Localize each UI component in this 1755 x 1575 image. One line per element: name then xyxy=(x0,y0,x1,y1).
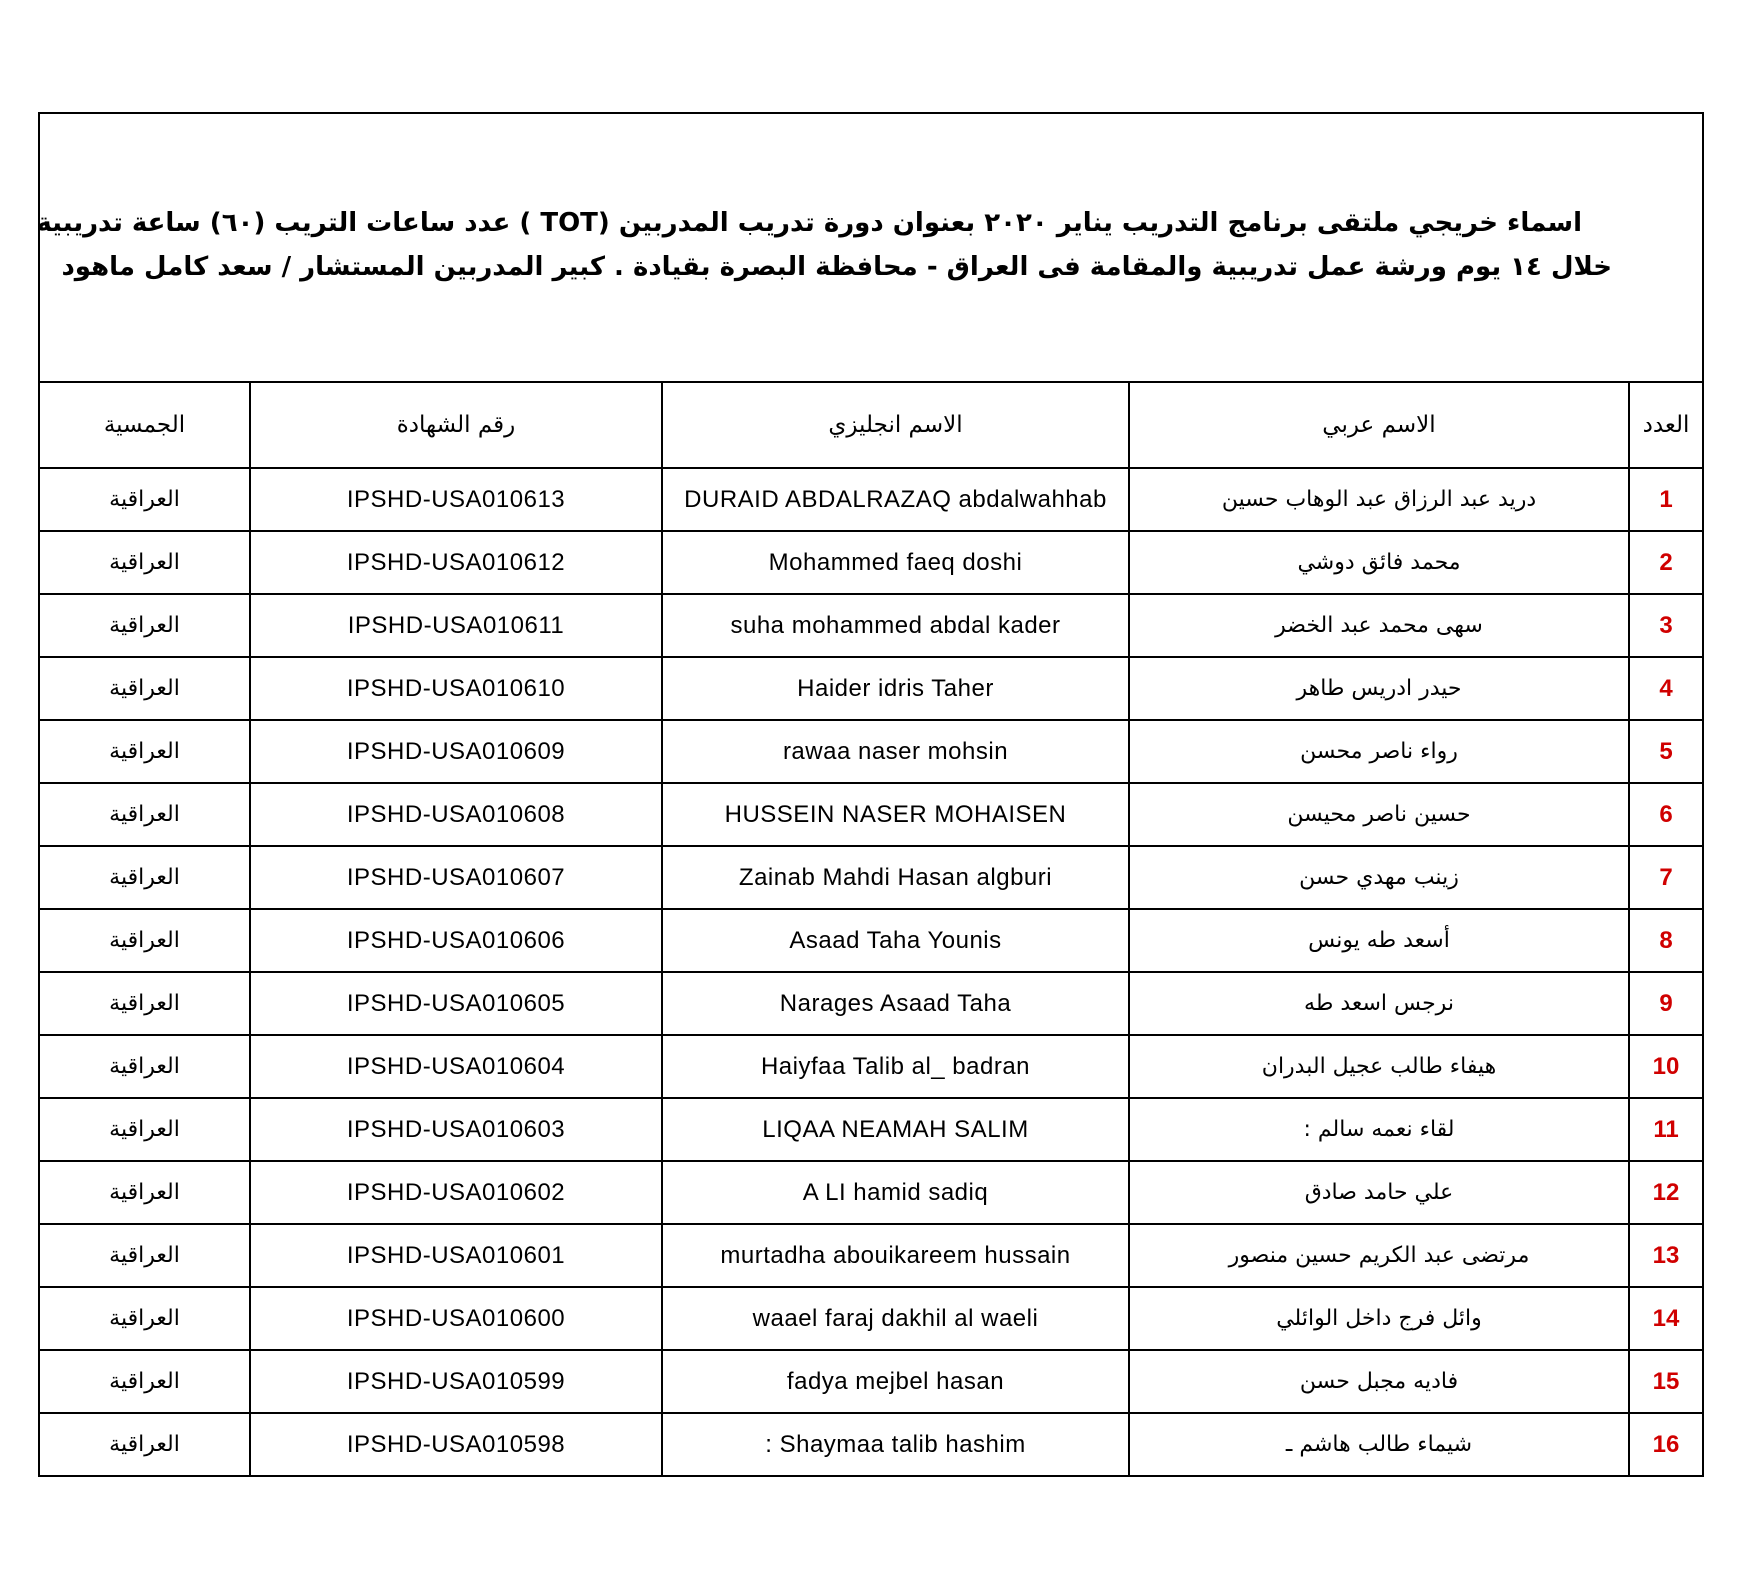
cell-certificate-number: IPSHD-USA010602 xyxy=(250,1161,662,1224)
cell-english-name: HUSSEIN NASER MOHAISEN xyxy=(662,783,1129,846)
table-row xyxy=(40,1035,1702,1098)
cell-arabic-name: زينب مهدي حسن xyxy=(1129,846,1629,909)
cell-english-name: Haiyfaa Talib al_ badran xyxy=(662,1035,1129,1098)
cell-arabic-name: وائل فرج داخل الوائلي xyxy=(1129,1287,1629,1350)
cell-arabic-name: حيدر ادريس طاهر xyxy=(1129,657,1629,720)
table-row xyxy=(40,1350,1702,1413)
cell-row-number: 4 xyxy=(1629,657,1702,720)
table-row xyxy=(40,1098,1702,1161)
cell-english-name: murtadha abouikareem hussain xyxy=(662,1224,1129,1287)
cell-certificate-number: IPSHD-USA010607 xyxy=(250,846,662,909)
cell-certificate-number: IPSHD-USA010605 xyxy=(250,972,662,1035)
cell-row-number: 6 xyxy=(1629,783,1702,846)
cell-english-name: : Shaymaa talib hashim xyxy=(662,1413,1129,1475)
document-title-line-2: خلال ١٤ يوم ورشة عمل تدريبية والمقامة فى العراق - محافظة البصرة بقيادة . كبير المدربين المستشار / سعد كامل ماهود xyxy=(61,252,1612,282)
graduates-table xyxy=(40,383,1702,1475)
cell-arabic-name: علي حامد صادق xyxy=(1129,1161,1629,1224)
cell-english-name: A LI hamid sadiq xyxy=(662,1161,1129,1224)
cell-certificate-number: IPSHD-USA010613 xyxy=(250,468,662,531)
cell-certificate-number: IPSHD-USA010604 xyxy=(250,1035,662,1098)
cell-row-number: 1 xyxy=(1629,468,1702,531)
cell-certificate-number: IPSHD-USA010601 xyxy=(250,1224,662,1287)
table-row xyxy=(40,972,1702,1035)
cell-nationality: العراقية xyxy=(40,1161,250,1224)
header-number: العدد xyxy=(1629,383,1702,468)
header-arabic-name: الاسم عربي xyxy=(1129,383,1629,468)
cell-arabic-name: لقاء نعمه سالم : xyxy=(1129,1098,1629,1161)
cell-row-number: 7 xyxy=(1629,846,1702,909)
cell-certificate-number: IPSHD-USA010603 xyxy=(250,1098,662,1161)
cell-certificate-number: IPSHD-USA010599 xyxy=(250,1350,662,1413)
cell-arabic-name: مرتضى عبد الكريم حسين منصور xyxy=(1129,1224,1629,1287)
cell-english-name: LIQAA NEAMAH SALIM xyxy=(662,1098,1129,1161)
cell-certificate-number: IPSHD-USA010609 xyxy=(250,720,662,783)
cell-nationality: العراقية xyxy=(40,1350,250,1413)
cell-arabic-name: فاديه مجبل حسن xyxy=(1129,1350,1629,1413)
table-row xyxy=(40,720,1702,783)
cell-nationality: العراقية xyxy=(40,468,250,531)
cell-english-name: fadya mejbel hasan xyxy=(662,1350,1129,1413)
table-row xyxy=(40,594,1702,657)
cell-english-name: suha mohammed abdal kader xyxy=(662,594,1129,657)
cell-arabic-name: حسين ناصر محيسن xyxy=(1129,783,1629,846)
table-row xyxy=(40,1413,1702,1475)
cell-arabic-name: محمد فائق دوشي xyxy=(1129,531,1629,594)
cell-certificate-number: IPSHD-USA010612 xyxy=(250,531,662,594)
cell-nationality: العراقية xyxy=(40,531,250,594)
cell-nationality: العراقية xyxy=(40,594,250,657)
table-row xyxy=(40,468,1702,531)
cell-row-number: 16 xyxy=(1629,1413,1702,1475)
cell-arabic-name: شيماء طالب هاشم ـ xyxy=(1129,1413,1629,1475)
cell-row-number: 9 xyxy=(1629,972,1702,1035)
cell-english-name: Asaad Taha Younis xyxy=(662,909,1129,972)
cell-arabic-name: دريد عبد الرزاق عبد الوهاب حسين xyxy=(1129,468,1629,531)
cell-row-number: 14 xyxy=(1629,1287,1702,1350)
table-row xyxy=(40,846,1702,909)
cell-nationality: العراقية xyxy=(40,1035,250,1098)
cell-row-number: 10 xyxy=(1629,1035,1702,1098)
cell-row-number: 8 xyxy=(1629,909,1702,972)
cell-arabic-name: سهى محمد عبد الخضر xyxy=(1129,594,1629,657)
cell-english-name: waael faraj dakhil al waeli xyxy=(662,1287,1129,1350)
cell-certificate-number: IPSHD-USA010600 xyxy=(250,1287,662,1350)
table-row xyxy=(40,1287,1702,1350)
cell-english-name: Narages Asaad Taha xyxy=(662,972,1129,1035)
cell-row-number: 13 xyxy=(1629,1224,1702,1287)
cell-arabic-name: رواء ناصر محسن xyxy=(1129,720,1629,783)
cell-english-name: Mohammed faeq doshi xyxy=(662,531,1129,594)
cell-certificate-number: IPSHD-USA010611 xyxy=(250,594,662,657)
cell-english-name: Zainab Mahdi Hasan algburi xyxy=(662,846,1129,909)
cell-english-name: Haider idris Taher xyxy=(662,657,1129,720)
cell-row-number: 11 xyxy=(1629,1098,1702,1161)
cell-nationality: العراقية xyxy=(40,972,250,1035)
graduates-document xyxy=(38,112,1704,1477)
document-title-line-1: اسماء خريجي ملتقى برنامج التدريب يناير ٢٠٢٠ بعنوان دورة تدريب المدربين (TOT ) عدد ساعات التريب (٦٠) ساعة تدريبية xyxy=(36,208,1582,238)
cell-nationality: العراقية xyxy=(40,1098,250,1161)
cell-english-name: rawaa naser mohsin xyxy=(662,720,1129,783)
table-row xyxy=(40,1224,1702,1287)
table-row xyxy=(40,783,1702,846)
header-english-name: الاسم انجليزي xyxy=(662,383,1129,468)
header-nationality: الجمسية xyxy=(40,383,250,468)
cell-arabic-name: أسعد طه يونس xyxy=(1129,909,1629,972)
cell-certificate-number: IPSHD-USA010610 xyxy=(250,657,662,720)
cell-certificate-number: IPSHD-USA010598 xyxy=(250,1413,662,1475)
cell-english-name: DURAID ABDALRAZAQ abdalwahhab xyxy=(662,468,1129,531)
table-row xyxy=(40,657,1702,720)
cell-nationality: العراقية xyxy=(40,1287,250,1350)
cell-nationality: العراقية xyxy=(40,909,250,972)
cell-row-number: 3 xyxy=(1629,594,1702,657)
table-row xyxy=(40,909,1702,972)
header-certificate-number: رقم الشهادة xyxy=(250,383,662,468)
cell-row-number: 15 xyxy=(1629,1350,1702,1413)
cell-nationality: العراقية xyxy=(40,1224,250,1287)
cell-nationality: العراقية xyxy=(40,846,250,909)
cell-nationality: العراقية xyxy=(40,1413,250,1475)
cell-row-number: 2 xyxy=(1629,531,1702,594)
table-row xyxy=(40,531,1702,594)
table-row xyxy=(40,1161,1702,1224)
cell-nationality: العراقية xyxy=(40,720,250,783)
cell-row-number: 12 xyxy=(1629,1161,1702,1224)
cell-nationality: العراقية xyxy=(40,657,250,720)
cell-arabic-name: نرجس اسعد طه xyxy=(1129,972,1629,1035)
cell-arabic-name: هيفاء طالب عجيل البدران xyxy=(1129,1035,1629,1098)
cell-nationality: العراقية xyxy=(40,783,250,846)
cell-certificate-number: IPSHD-USA010606 xyxy=(250,909,662,972)
table-header-row xyxy=(40,383,1702,468)
cell-row-number: 5 xyxy=(1629,720,1702,783)
document-title-box xyxy=(36,114,1702,383)
cell-certificate-number: IPSHD-USA010608 xyxy=(250,783,662,846)
